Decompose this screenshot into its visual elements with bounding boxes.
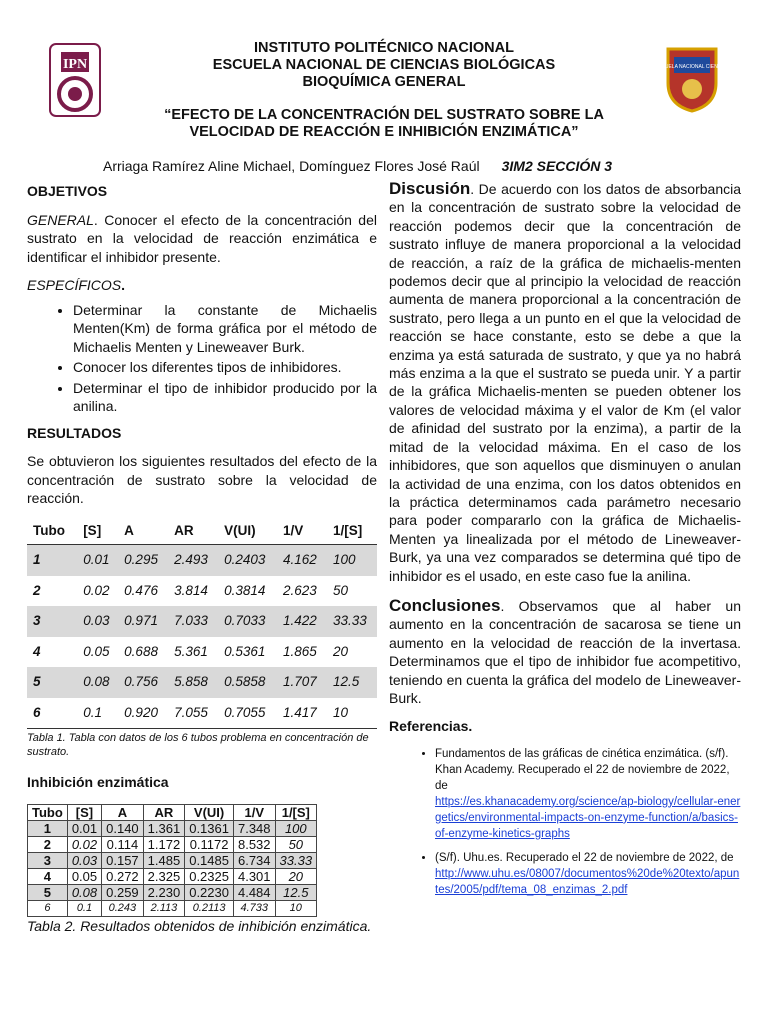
table-cell: 0.2403 bbox=[218, 545, 277, 576]
table-cell: 0.02 bbox=[67, 836, 101, 852]
general-label: GENERAL bbox=[27, 211, 94, 228]
table-cell: 2.623 bbox=[283, 582, 317, 598]
references-heading-dot: . bbox=[468, 718, 473, 735]
svg-text:ESCUELA NACIONAL CIENCIAS: ESCUELA NACIONAL CIENCIAS bbox=[654, 64, 730, 70]
table-cell: 2.230 bbox=[143, 884, 185, 900]
table-cell: 0.02 bbox=[83, 582, 110, 598]
col-header: [S] bbox=[67, 804, 101, 820]
col-header: Tubo bbox=[27, 518, 77, 545]
table-cell: 6 bbox=[28, 900, 68, 916]
col-header: Tubo bbox=[28, 804, 68, 820]
discussion-paragraph bbox=[389, 180, 741, 585]
conclusions-text: . Observamos que al haber un aumento en la concentración de sacarosa se tiene un aumento en la velocidad de reacción de la invertasa. Determinamos que el tipo de inhibidor fue acompetitivo, teniendo en cuenta la gráfica del modelo de Lineweaver-Burk. bbox=[389, 597, 741, 706]
svg-text:IPN: IPN bbox=[62, 57, 88, 72]
table-cell: 0.476 bbox=[124, 582, 158, 598]
list-item bbox=[435, 850, 741, 898]
table-cell: 1.417 bbox=[283, 704, 317, 720]
list-item bbox=[435, 746, 741, 842]
title-line-2: VELOCIDAD DE REACCIÓN E INHIBICIÓN ENZIMÁTICA” bbox=[189, 124, 579, 140]
table-row bbox=[27, 576, 377, 607]
table-cell: 0.05 bbox=[67, 868, 101, 884]
table-cell: 4 bbox=[28, 868, 68, 884]
table-cell: 0.1361 bbox=[185, 820, 234, 836]
ipn-logo bbox=[47, 42, 103, 118]
table-2-body bbox=[28, 820, 317, 916]
table-2 bbox=[27, 804, 317, 917]
table-cell: 0.688 bbox=[124, 643, 158, 659]
table-row bbox=[28, 884, 317, 900]
table-cell: 8.532 bbox=[233, 836, 275, 852]
table-cell: 1 bbox=[28, 820, 68, 836]
table-cell: 0.140 bbox=[102, 820, 144, 836]
reference-text: (S/f). Uhu.es. Recuperado el 22 de noviembre de 2022, de bbox=[435, 851, 734, 864]
general-objective bbox=[27, 211, 377, 267]
table-cell: 0.7055 bbox=[224, 704, 266, 720]
table-cell: 33.33 bbox=[327, 606, 377, 637]
col-header: [S] bbox=[77, 518, 118, 545]
list-item: • Determinar el tipo de inhibidor producido por la anilina. bbox=[73, 379, 377, 416]
table-cell: 5 bbox=[27, 667, 77, 698]
table-cell: 0.2325 bbox=[185, 868, 234, 884]
col-header: V(UI) bbox=[218, 518, 277, 545]
inhibition-heading: Inhibición enzimática bbox=[27, 774, 169, 790]
encb-logo bbox=[654, 43, 730, 113]
conclusions-paragraph bbox=[389, 597, 741, 707]
table-cell: 5.361 bbox=[174, 643, 208, 659]
table-cell: 7.033 bbox=[168, 606, 218, 637]
table-1 bbox=[27, 518, 377, 729]
references-list bbox=[389, 746, 741, 898]
title-line-1: “EFECTO DE LA CONCENTRACIÓN DEL SUSTRATO SOBRE LA bbox=[164, 107, 604, 123]
table-cell: 0.5858 bbox=[218, 667, 277, 698]
table-cell: 0.5361 bbox=[224, 643, 266, 659]
table-cell: 0.157 bbox=[102, 852, 144, 868]
table-1-body bbox=[27, 545, 377, 729]
table-row bbox=[27, 545, 377, 576]
table-cell: 4.733 bbox=[233, 900, 275, 916]
table-cell: 12.5 bbox=[327, 667, 377, 698]
table-cell: 0.2230 bbox=[185, 884, 234, 900]
table-cell: 0.259 bbox=[102, 884, 144, 900]
table-header-row bbox=[28, 804, 317, 820]
table-row bbox=[28, 836, 317, 852]
col-header: A bbox=[102, 804, 144, 820]
list-item: • Conocer los diferentes tipos de inhibidores. bbox=[73, 358, 377, 377]
specific-label: ESPECÍFICOS bbox=[27, 277, 122, 293]
table-cell: 4.162 bbox=[277, 545, 327, 576]
left-column bbox=[27, 180, 377, 935]
col-header: 1/V bbox=[277, 518, 327, 545]
col-header: 1/[S] bbox=[275, 804, 317, 820]
table-cell: 0.920 bbox=[124, 704, 158, 720]
col-header: V(UI) bbox=[185, 804, 234, 820]
col-header: 1/[S] bbox=[327, 518, 377, 545]
discussion-heading: Discusión bbox=[389, 179, 471, 198]
discussion-text: . De acuerdo con los datos de absorbancia en la concentración de sustrato sobre la velocidad de reacción podemos decir que la concentración de sustrato influye de manera proporcional a la velocidad de reacción, a raíz de la gráfica de michaelis-menten podemos decir que al principio la velocidad de reacción aumenta de manera proporcional a la concentración de sustrato, pero llega a un punto en el que la velocidad de reacción se hace constante, esto se debe a que la enzima ya está saturada de sustrato, y que ya no habrá más enzima a la que el sustrato se pueda unir. Y a partir de la gráfica Michaelis-menten se pueden obtener los valores de velocidad máxima y el valor de Km (el valor de afinidad del sustrato por la enzima), a partir de la mitad de la velocidad máxima. En el caso de los inhibidores, que son aquellos que disminuyen o anulan la actividad de una enzima, con los datos obtenidos en la práctica determinamos cada parámetro necesario para poder compararlo con la gráfica de Michaelis-Menten ya linealizada por el método de Lineweaver-Burk, ya una vez comparados se determina qué tipo de inhibidor es el usado, en este caso fue la anilina. bbox=[389, 181, 741, 584]
table-cell: 3 bbox=[28, 852, 68, 868]
table-cell: 0.08 bbox=[67, 884, 101, 900]
table-cell: 1.865 bbox=[283, 643, 317, 659]
reference-text: Fundamentos de las gráficas de cinética enzimática. (s/f). Khan Academy. Recuperado el 22 de noviembre de 2022, de bbox=[435, 747, 730, 792]
table-row bbox=[28, 820, 317, 836]
table-cell: 1 bbox=[27, 545, 77, 576]
specific-objectives-label bbox=[27, 276, 377, 295]
table-cell: 4.301 bbox=[233, 868, 275, 884]
table-cell: 0.1 bbox=[83, 704, 102, 720]
right-column bbox=[389, 180, 741, 906]
table-cell: 12.5 bbox=[275, 884, 317, 900]
institution-header bbox=[150, 40, 618, 91]
table-cell: 0.114 bbox=[102, 836, 144, 852]
table-cell: 0.3814 bbox=[224, 582, 266, 598]
school-name: ESCUELA NACIONAL DE CIENCIAS BIOLÓGICAS bbox=[212, 57, 556, 73]
table-1-caption: Tabla 1. Tabla con datos de los 6 tubos problema en concentración de sustrato. bbox=[27, 728, 377, 759]
table-cell: 1.172 bbox=[143, 836, 185, 852]
reference-link[interactable]: http://www.uhu.es/08007/documentos%20de%20texto/apuntes/2005/pdf/tema_08_enzimas_2.pdf bbox=[435, 867, 740, 896]
subject-name: BIOQUÍMICA GENERAL bbox=[302, 74, 466, 90]
table-row bbox=[27, 637, 377, 668]
table-cell: 2.113 bbox=[143, 900, 185, 916]
conclusions-heading: Conclusiones bbox=[389, 595, 501, 615]
authors-line bbox=[103, 158, 612, 174]
table-cell: 6.734 bbox=[233, 852, 275, 868]
table-row bbox=[28, 868, 317, 884]
table-cell: 0.2113 bbox=[185, 900, 234, 916]
table-cell: 1.485 bbox=[143, 852, 185, 868]
table-row bbox=[27, 606, 377, 637]
results-intro: Se obtuvieron los siguientes resultados del efecto de la concentración de sustrato sobre la velocidad de reacción. bbox=[27, 453, 377, 506]
table-cell: 5.858 bbox=[168, 667, 218, 698]
table-2-caption: Tabla 2. Resultados obtenidos de inhibición enzimática. bbox=[27, 917, 372, 934]
table-row bbox=[27, 667, 377, 698]
table-cell: 4 bbox=[33, 643, 41, 659]
table-cell: 2 bbox=[28, 836, 68, 852]
table-cell: 0.03 bbox=[77, 606, 118, 637]
table-cell: 0.295 bbox=[118, 545, 168, 576]
table-row bbox=[27, 698, 377, 729]
table-cell: 0.272 bbox=[102, 868, 144, 884]
table-cell: 0.7033 bbox=[218, 606, 277, 637]
results-heading: RESULTADOS bbox=[27, 424, 122, 441]
table-cell: 50 bbox=[275, 836, 317, 852]
col-header: A bbox=[118, 518, 168, 545]
specific-dot: . bbox=[121, 277, 126, 293]
table-cell: 2.325 bbox=[143, 868, 185, 884]
table-cell: 6 bbox=[33, 704, 41, 720]
table-cell: 3.814 bbox=[174, 582, 208, 598]
table-cell: 20 bbox=[275, 868, 317, 884]
table-cell: 0.01 bbox=[77, 545, 118, 576]
table-cell: 5 bbox=[28, 884, 68, 900]
table-cell: 1.361 bbox=[143, 820, 185, 836]
references-heading-text: Referencias bbox=[389, 718, 469, 735]
authors: Arriaga Ramírez Aline Michael, Domínguez Flores José Raúl bbox=[103, 158, 480, 174]
table-cell: 0.756 bbox=[118, 667, 168, 698]
col-header: AR bbox=[168, 518, 218, 545]
section-label: 3IM2 SECCIÓN 3 bbox=[501, 158, 613, 174]
table-row bbox=[28, 852, 317, 868]
table-cell: 0.05 bbox=[83, 643, 110, 659]
table-cell: 50 bbox=[333, 582, 349, 598]
table-cell: 0.03 bbox=[67, 852, 101, 868]
table-cell: 0.08 bbox=[77, 667, 118, 698]
col-header: AR bbox=[143, 804, 185, 820]
table-cell: 10 bbox=[333, 704, 349, 720]
specific-objectives-list bbox=[27, 301, 377, 416]
table-cell: 7.055 bbox=[174, 704, 208, 720]
list-item: • Determinar la constante de Michaelis Menten(Km) de forma gráfica por el método de Michaelis Menten y Lineweaver Burk. bbox=[73, 301, 377, 357]
table-row bbox=[28, 900, 317, 916]
table-cell: 0.1485 bbox=[185, 852, 234, 868]
table-cell: 3 bbox=[27, 606, 77, 637]
table-header-row bbox=[27, 518, 377, 545]
table-cell: 33.33 bbox=[275, 852, 317, 868]
table-cell: 0.971 bbox=[118, 606, 168, 637]
table-cell: 4.484 bbox=[233, 884, 275, 900]
objectives-heading: OBJETIVOS bbox=[27, 183, 108, 199]
general-text: . Conocer el efecto de la concentración del sustrato en la velocidad de reacción enzimática e identificar el inhibidor presente. bbox=[27, 211, 377, 265]
table-cell: 20 bbox=[333, 643, 349, 659]
table-cell: 2.493 bbox=[168, 545, 218, 576]
table-cell: 0.01 bbox=[67, 820, 101, 836]
table-cell: 0.1172 bbox=[185, 836, 234, 852]
table-cell: 0.1 bbox=[67, 900, 101, 916]
references-heading bbox=[389, 717, 741, 735]
table-cell: 2 bbox=[33, 582, 41, 598]
reference-link[interactable]: https://es.khanacademy.org/science/ap-biology/cellular-energetics/environmental-impacts-on-enzyme-function/a/basics-of-enzyme-kinetics-graphs bbox=[435, 795, 741, 840]
table-cell: 100 bbox=[275, 820, 317, 836]
table-cell: 1.707 bbox=[277, 667, 327, 698]
table-cell: 1.422 bbox=[277, 606, 327, 637]
table-cell: 10 bbox=[275, 900, 317, 916]
table-cell: 7.348 bbox=[233, 820, 275, 836]
table-cell: 100 bbox=[327, 545, 377, 576]
col-header: 1/V bbox=[233, 804, 275, 820]
institute-name: INSTITUTO POLITÉCNICO NACIONAL bbox=[254, 40, 514, 56]
table-cell: 0.243 bbox=[102, 900, 144, 916]
paper-title bbox=[150, 107, 618, 141]
